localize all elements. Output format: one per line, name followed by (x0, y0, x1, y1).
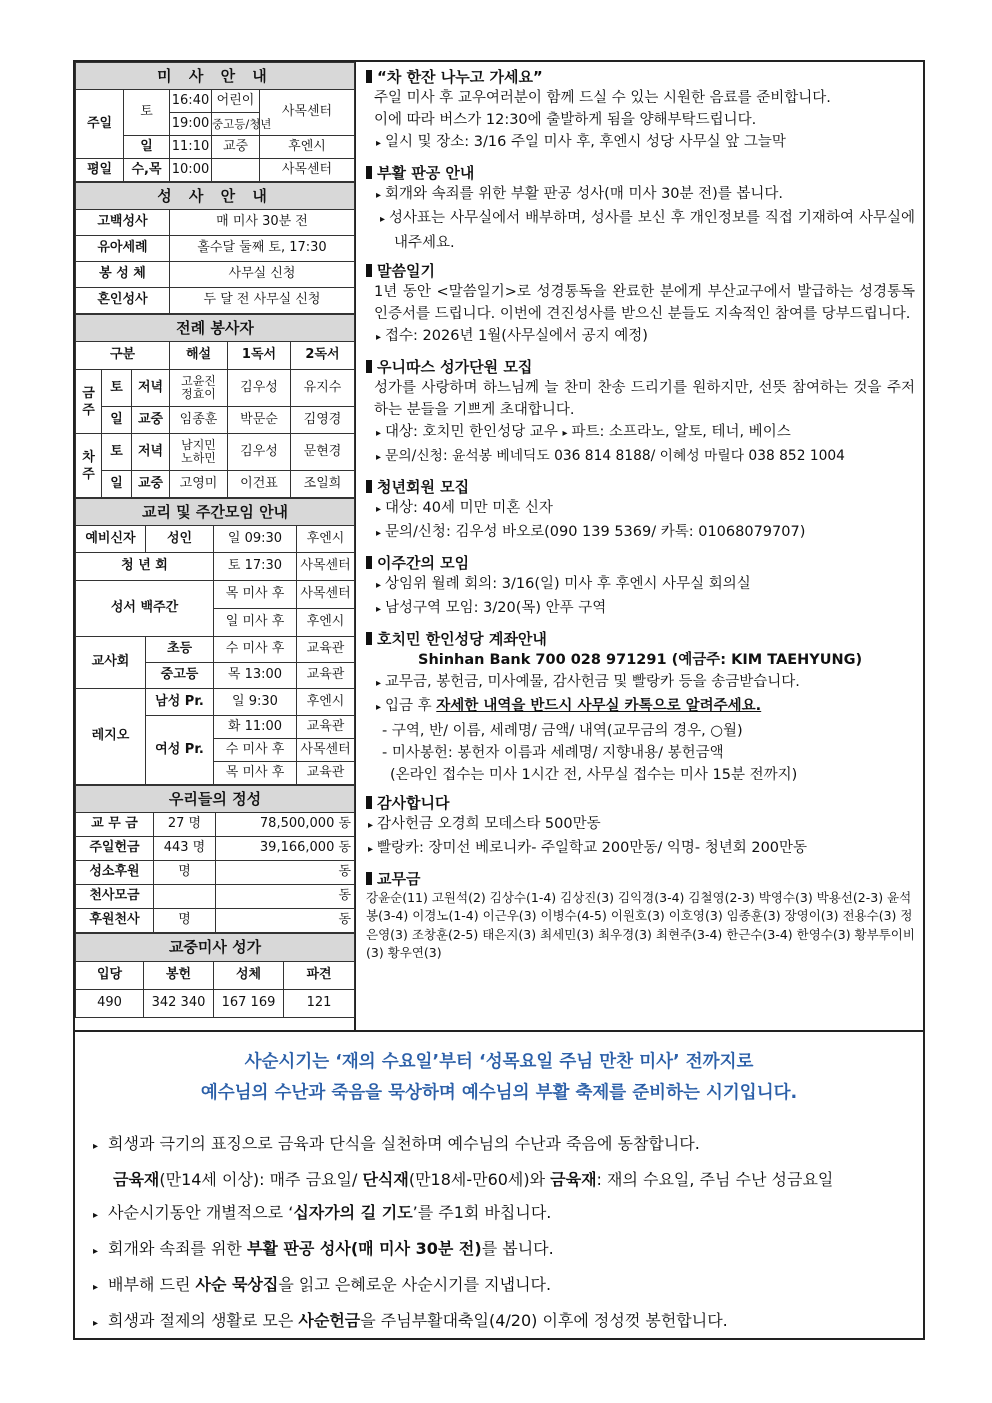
sacrament-name: 봉 성 체 (76, 262, 170, 288)
item-text: 희생과 극기의 표징으로 금육과 단식을 실천하며 예수님의 수난과 죽음에 동참합니다. (108, 1134, 700, 1153)
offering-name: 성소후원 (76, 861, 154, 885)
list-item (93, 1232, 923, 1268)
reader-1: 김우성 (228, 434, 291, 471)
mass-place: 사목센터 (260, 159, 355, 182)
meeting-place: 교육관 (297, 663, 355, 689)
meeting-time: 목 미사 후 (214, 762, 297, 785)
square-bullet-icon (366, 480, 372, 493)
section-title-text: 이주간의 모임 (377, 553, 470, 572)
bullet-item (366, 837, 915, 862)
sat-label: 토 (124, 90, 170, 136)
meeting-time: 일 09:30 (214, 526, 297, 553)
square-bullet-icon (366, 556, 372, 569)
triangle-bullet-icon: ▸ (376, 332, 382, 343)
mass: 교중 (132, 471, 170, 498)
teachers-label: 교사회 (76, 637, 146, 689)
meeting-place: 교육관 (297, 637, 355, 663)
commentator-1: 남지민 (181, 437, 216, 452)
meeting-time: 일 9:30 (214, 689, 297, 716)
bullet-text: 상임위 월례 회의: 3/16(일) 미사 후 후엔시 사무실 회의실 (385, 575, 751, 592)
day: 토 (102, 434, 132, 471)
reader-1: 김우성 (228, 370, 291, 407)
hymn-header: 성체 (214, 962, 284, 990)
reader-2: 문현경 (291, 434, 355, 471)
mass-table (75, 62, 355, 182)
youth-label: 청 년 회 (76, 553, 214, 581)
hymn-header: 봉헌 (144, 962, 214, 990)
meeting-place: 후엔시 (297, 689, 355, 716)
emphasis-text: 사순 묵상집 (195, 1275, 279, 1294)
section-title (366, 792, 915, 813)
triangle-bullet-icon: ▸ (376, 528, 382, 539)
bullet-text: 문의/신청: 김우성 바오로(090 139 5369/ 카톡: 01068079707) (385, 524, 806, 540)
hymn-header: 입당 (76, 962, 144, 990)
paragraph: 이에 따라 버스가 12:30에 출발하게 됨을 양해부탁드립니다. (374, 112, 757, 128)
square-bullet-icon (366, 264, 372, 277)
reader-2: 조일희 (291, 471, 355, 498)
commentator-2: 노하민 (181, 451, 216, 465)
headline-line: 예수님의 수난과 죽음을 묵상하며 예수님의 부활 축제를 준비하는 시기입니다. (200, 1083, 798, 1103)
offering-amount: 39,166,000 동 (216, 837, 355, 861)
bullet-item (366, 445, 915, 470)
emphasis-text: 부활 판공 성사(매 미사 30분 전) (246, 1239, 482, 1258)
triangle-bullet-icon: ▸ (376, 604, 382, 615)
meeting-place: 후엔시 (297, 609, 355, 637)
offering-count: 443 명 (154, 837, 216, 861)
day: 일 (102, 407, 132, 434)
mass: 저녁 (132, 370, 170, 407)
square-bullet-icon (366, 872, 372, 885)
meeting-time: 목 13:00 (214, 663, 297, 689)
offering-name: 주일헌금 (76, 837, 154, 861)
bullet-text: 일시 및 장소: 3/16 주일 미사 후, 후엔시 성당 사무실 앞 그늘막 (385, 134, 786, 150)
triangle-bullet-icon: ▸ (93, 1318, 99, 1329)
offering-count: 27 명 (154, 813, 216, 837)
mass-who: 중고등/청년 (212, 113, 260, 136)
mass-who: 어린이 (212, 90, 260, 113)
bullet-text: 파트: 소프라노, 알토, 테너, 베이스 (571, 423, 791, 440)
offering-count: 명 (154, 909, 216, 933)
triangle-bullet-icon: ▸ (368, 844, 374, 855)
mass-time: 19:00 (170, 113, 212, 136)
item-text: ’를 주1회 바칩니다. (412, 1203, 552, 1222)
offering-name: 천사모금 (76, 885, 154, 909)
square-bullet-icon (366, 360, 372, 373)
triangle-bullet-icon: ▸ (376, 452, 382, 463)
bullet-text: 대상: 호치민 한인성당 교우 (385, 423, 558, 440)
item-text: (만14세 이상): 매주 금요일/ (159, 1170, 363, 1189)
emphasis-text: 단식재 (362, 1170, 409, 1189)
bullet-text: 대상: 40세 미만 미혼 신자 (385, 499, 553, 516)
square-bullet-icon (366, 166, 372, 179)
item-text: 희생과 절제의 생활로 모은 (108, 1311, 299, 1330)
offering-amount: 동 (216, 909, 355, 933)
section-title-text: “차 한잔 나누고 가세요” (377, 68, 543, 86)
commentator: 임종훈 (170, 407, 228, 434)
meeting-time: 일 미사 후 (214, 609, 297, 637)
section-title-text: 우니따스 성가단원 모집 (377, 357, 533, 376)
mass-title: 미 사 안 내 (76, 63, 355, 90)
paragraph: 성가를 사랑하며 하느님께 늘 찬미 찬송 드리기를 원하지만, 선뜻 참여하는 것을 주저하는 분들을 기쁘게 초대합니다. (374, 379, 915, 418)
emphasis-text: 사순헌금 (298, 1311, 361, 1330)
meeting-time: 토 17:30 (214, 553, 297, 581)
tithe-names: 강윤순(11) 고원석(2) 김상수(1-4) 김상진(3) 김익경(3-4) 김철영(2-3) 박영수(3) 박용선(2-3) 윤석봉(3-4) 이경노(1-4) 이근우(3) 이병수(4-5) 이원호(3) 이호영(3) 임종훈(3) 장영이(3) 전용수(3) 정은영(3) 조창훈(2-5) 태은지(3) 최세민(3) 최우경(3) 최현주(3-4) 한근수(3-4) 한영수(3) 황부투이비(3) 황우연(3) (366, 889, 915, 960)
wedthu-label: 수,목 (124, 159, 170, 182)
left-column (75, 62, 356, 1030)
section-title-text: 부활 판공 안내 (377, 163, 475, 182)
col-header: 해설 (170, 342, 228, 370)
section-title (366, 476, 915, 497)
right-column (356, 62, 923, 1030)
lent-list (75, 1127, 923, 1340)
offering-count (154, 885, 216, 909)
commentator-1: 고윤진 (181, 373, 216, 388)
triangle-bullet-icon: ▸ (376, 677, 382, 689)
lent-notice (75, 1030, 923, 1340)
sacrament-name: 유아세례 (76, 236, 170, 262)
liturgy-title: 전례 봉사자 (76, 315, 355, 342)
sacrament-value: 사무실 신청 (170, 262, 355, 288)
sacrament-name: 혼인성사 (76, 288, 170, 314)
item-text: 회개와 속죄를 위한 (108, 1239, 247, 1258)
day: 일 (102, 471, 132, 498)
bible-label: 성서 백주간 (76, 581, 214, 637)
triangle-bullet-icon: ▸ (93, 1210, 99, 1221)
section-title (366, 66, 915, 87)
bullet-item (366, 573, 915, 598)
meeting-place: 교육관 (297, 762, 355, 785)
meeting-place: 교육관 (297, 716, 355, 739)
item-text: 을 주님부활대축일(4/20) 이후에 정성껏 봉헌합니다. (360, 1311, 728, 1330)
square-bullet-icon (366, 796, 372, 809)
mass-who (212, 159, 260, 182)
bullet-text: 성사표는 사무실에서 배부하며, 성사를 보신 후 개인정보를 직접 기재하여 사무실에 내주세요. (389, 210, 915, 251)
mass-time: 10:00 (170, 159, 212, 182)
paragraph: 1년 동안 <말씀일기>로 성경통독을 완료한 분에게 부산교구에서 발급하는 성경통독 인증서를 드립니다. 이번에 견진성사를 받으신 분들도 지속적인 참여를 당부드립니다. (374, 284, 915, 322)
section-title-text: 말씀일기 (377, 262, 435, 280)
mass-place: 사목센터 (260, 90, 355, 136)
commentator (170, 434, 228, 471)
sacrament-value: 홀수달 둘째 토, 17:30 (170, 236, 355, 262)
section-title-text: 호치민 한인성당 계좌안내 (377, 629, 547, 648)
list-subitem (93, 1163, 923, 1196)
mid-label: 중고등 (146, 663, 214, 689)
dash-item: (온라인 접수는 미사 1시간 전, 사무실 접수는 미사 15분 전까지) (390, 766, 798, 783)
sacrament-name: 고백성사 (76, 210, 170, 236)
triangle-bullet-icon: ▸ (376, 579, 382, 591)
triangle-bullet-icon: ▸ (93, 1282, 99, 1293)
item-text: (만18세-만60세)와 (408, 1170, 551, 1189)
headline-line: 사순시기는 ‘재의 수요일’부터 ‘성목요일 주님 만찬 미사’ 전까지로 (244, 1052, 754, 1072)
offering-amount: 동 (216, 861, 355, 885)
meeting-time: 목 미사 후 (214, 581, 297, 609)
bullet-item (366, 695, 915, 720)
bullet-text: 감사헌금 오경희 모데스타 500만동 (377, 815, 601, 832)
item-text: 사순시기동안 개별적으로 ‘ (108, 1203, 294, 1222)
bullet-item (366, 597, 915, 622)
dash-item: - 구역, 반/ 이름, 세례명/ 금액/ 내역(교무금의 경우, ○월) (382, 722, 743, 739)
bullet-item (366, 325, 915, 350)
sacrament-title: 성 사 안 내 (76, 183, 355, 210)
weekday-label: 평일 (76, 159, 124, 182)
reader-2: 김영경 (291, 407, 355, 434)
mass: 교중 (132, 407, 170, 434)
triangle-bullet-icon: ▸ (376, 503, 382, 515)
bullet-text: 남성구역 모임: 3/20(목) 안푸 구역 (385, 600, 607, 616)
reader-2: 유지수 (291, 370, 355, 407)
hymn-title: 교중미사 성가 (76, 934, 355, 962)
female-label: 여성 Pr. (146, 716, 214, 785)
paragraph: 주일 미사 후 교우여러분이 함께 드실 수 있는 시원한 음료를 준비합니다. (374, 90, 831, 106)
section-title-text: 교무금 (377, 869, 421, 888)
col-header: 1독서 (228, 342, 291, 370)
offering-count: 명 (154, 861, 216, 885)
catechumen-label: 예비신자 (76, 526, 146, 553)
triangle-bullet-icon: ▸ (562, 427, 568, 439)
item-text: 을 읽고 은혜로운 사순시기를 지냅니다. (278, 1275, 552, 1294)
elem-label: 초등 (146, 637, 214, 663)
meeting-place: 후엔시 (297, 526, 355, 553)
bullet-text: 입금 후 (385, 698, 437, 714)
day: 토 (102, 370, 132, 407)
triangle-bullet-icon: ▸ (376, 138, 382, 149)
offering-title: 우리들의 정성 (76, 786, 355, 813)
item-text: 배부해 드린 (108, 1275, 196, 1294)
square-bullet-icon (366, 632, 372, 645)
legio-label: 레지오 (76, 689, 146, 785)
lent-headline (75, 1047, 923, 1109)
triangle-bullet-icon: ▸ (376, 189, 382, 201)
bank-account: Shinhan Bank 700 028 971291 (예금주: KIM TAEHYUNG) (418, 651, 863, 668)
section-title (366, 868, 915, 889)
mass-time: 11:10 (170, 136, 212, 159)
section-title (366, 162, 915, 183)
this-week-label: 금주 (76, 370, 102, 434)
meeting-time: 수 미사 후 (214, 739, 297, 762)
mass-who: 교중 (212, 136, 260, 159)
meetings-table (75, 498, 355, 785)
reader-1: 이건표 (228, 471, 291, 498)
hymn-number: 490 (76, 990, 144, 1018)
reader-1: 박문순 (228, 407, 291, 434)
offering-table (75, 785, 355, 933)
col-header: 2독서 (291, 342, 355, 370)
sacrament-value: 매 미사 30분 전 (170, 210, 355, 236)
mass-time: 16:40 (170, 90, 212, 113)
emphasis-text: 십자가의 길 기도 (293, 1203, 413, 1222)
meeting-place: 사목센터 (297, 739, 355, 762)
triangle-bullet-icon: ▸ (93, 1141, 99, 1152)
mass-place: 후엔시 (260, 136, 355, 159)
adult-label: 성인 (146, 526, 214, 553)
item-text: : 재의 수요일, 주님 수난 성금요일 (596, 1170, 834, 1189)
meeting-place: 사목센터 (297, 553, 355, 581)
bullet-text: 문의/신청: 윤석봉 베네딕도 036 814 8188/ 이혜성 마릴다 038 852 1004 (385, 448, 845, 464)
bullet-item (366, 521, 915, 546)
sacrament-table (75, 182, 355, 314)
bullet-item (366, 207, 915, 254)
col-header: 구분 (76, 342, 170, 370)
bullet-text: 빨랑카: 장미선 베로니카- 주일학교 200만동/ 익명- 청년회 200만동 (377, 840, 808, 856)
offering-amount: 동 (216, 885, 355, 909)
section-title (366, 552, 915, 573)
mass: 저녁 (132, 434, 170, 471)
list-item (93, 1268, 923, 1304)
offering-name: 교 무 금 (76, 813, 154, 837)
emphasis-text: 금육재 (550, 1170, 597, 1189)
section-title-text: 청년회원 모집 (377, 477, 470, 496)
triangle-bullet-icon: ▸ (376, 427, 382, 439)
emphasis-text: 금육재 (113, 1170, 160, 1189)
section-title-text: 감사합니다 (377, 793, 450, 812)
male-label: 남성 Pr. (146, 689, 214, 716)
meeting-time: 수 미사 후 (214, 637, 297, 663)
triangle-bullet-icon: ▸ (376, 702, 382, 713)
item-text: 를 봅니다. (481, 1239, 554, 1258)
offering-amount: 78,500,000 동 (216, 813, 355, 837)
commentator-2: 정효이 (181, 387, 216, 401)
commentator (170, 370, 228, 407)
hymn-table (75, 933, 355, 1018)
square-bullet-icon (366, 70, 372, 83)
emphasis-text: 자세한 내역을 반드시 사무실 카톡으로 알려주세요. (436, 698, 762, 714)
sacrament-value: 두 달 전 사무실 신청 (170, 288, 355, 314)
meetings-title: 교리 및 주간모임 안내 (76, 499, 355, 526)
bullet-item (366, 497, 915, 522)
section-title (366, 260, 915, 281)
sunday-label: 주일 (76, 90, 124, 159)
bullet-item (366, 421, 915, 446)
bullet-item (366, 671, 915, 696)
bullet-text: 회개와 속죄를 위한 부활 판공 성사(매 미사 30분 전)를 봅니다. (385, 185, 784, 202)
section-title (366, 628, 915, 649)
triangle-bullet-icon: ▸ (93, 1246, 99, 1257)
hymn-number: 167 169 (214, 990, 284, 1018)
bullet-item (366, 813, 915, 838)
list-item (93, 1304, 923, 1340)
hymn-number: 121 (284, 990, 355, 1018)
triangle-bullet-icon: ▸ (380, 214, 386, 225)
triangle-bullet-icon: ▸ (368, 819, 374, 831)
bullet-item (366, 131, 915, 156)
section-title (366, 356, 915, 377)
list-item (93, 1196, 923, 1232)
bulletin-frame (73, 60, 925, 1340)
liturgy-table (75, 314, 355, 498)
list-item (93, 1127, 923, 1163)
bullet-text: 교무금, 봉헌금, 미사예물, 감사헌금 및 빨랑카 등을 송금받습니다. (385, 673, 800, 690)
hymn-number: 342 340 (144, 990, 214, 1018)
meeting-time: 화 11:00 (214, 716, 297, 739)
offering-name: 후원천사 (76, 909, 154, 933)
bullet-text: 접수: 2026년 1월(사무실에서 공지 예정) (385, 328, 648, 344)
next-week-label: 차주 (76, 434, 102, 498)
bullet-item (366, 183, 915, 208)
commentator: 고영미 (170, 471, 228, 498)
hymn-header: 파견 (284, 962, 355, 990)
dash-item: - 미사봉헌: 봉헌자 이름과 세례명/ 지향내용/ 봉헌금액 (382, 744, 724, 761)
meeting-place: 사목센터 (297, 581, 355, 609)
sun-label: 일 (124, 136, 170, 159)
